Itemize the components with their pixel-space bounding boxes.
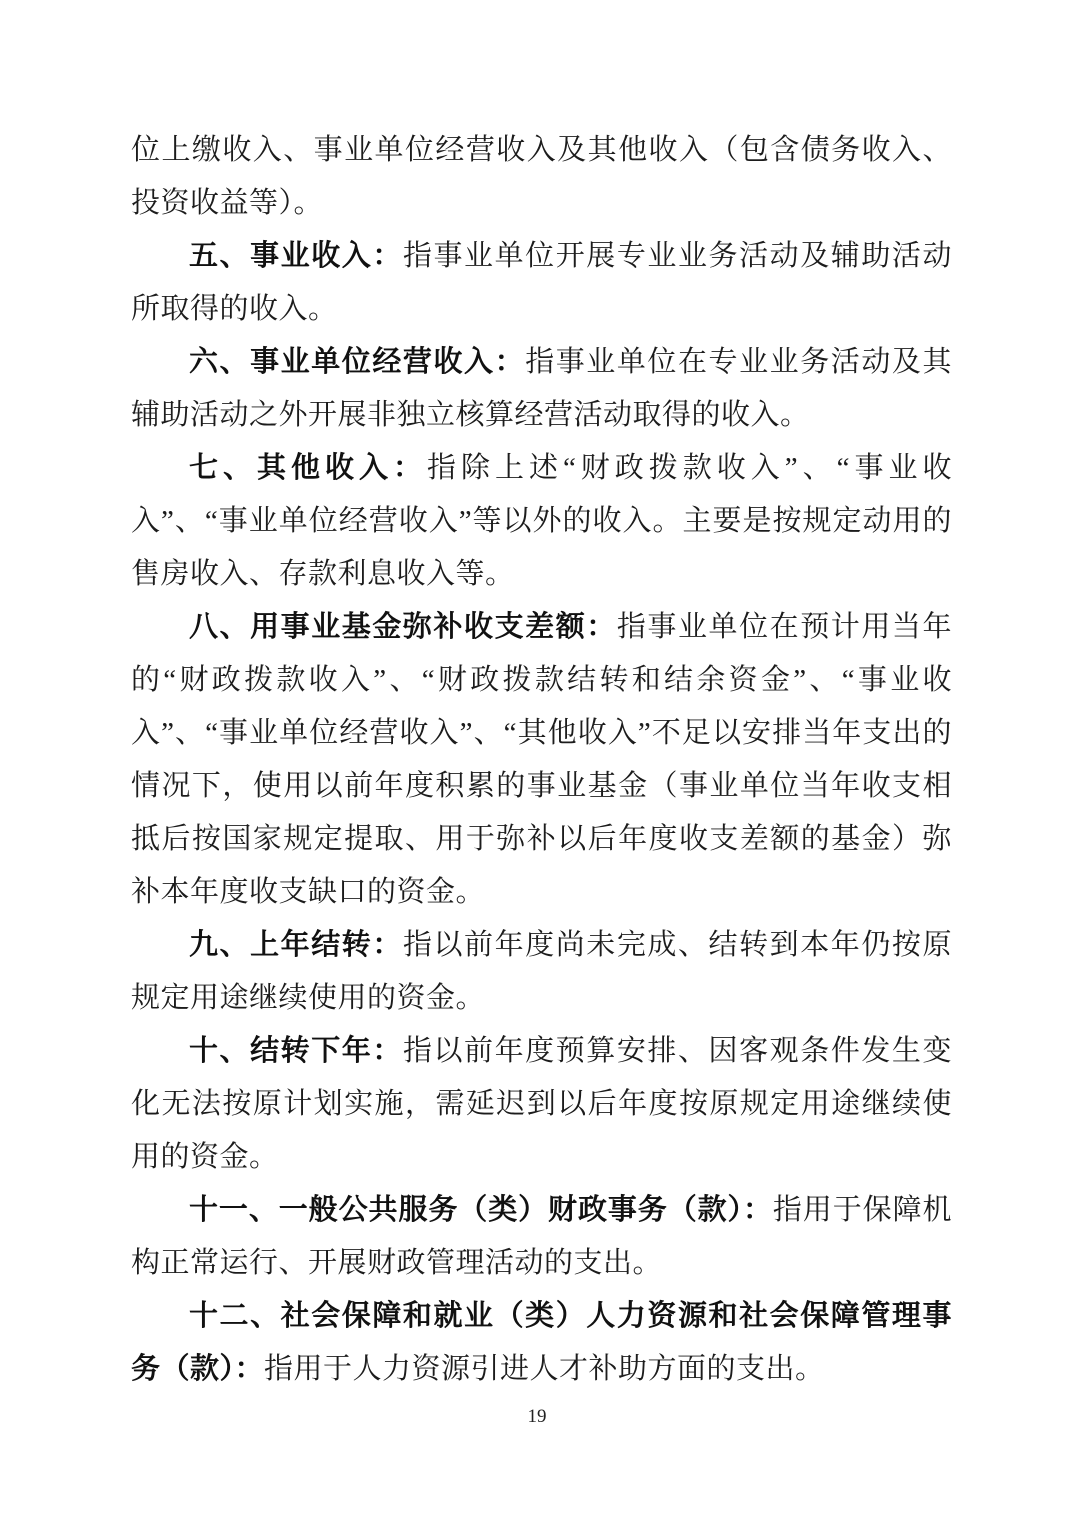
paragraph — [131, 230, 952, 336]
paragraph-text: 指用于保障机构正常运行、开展财政管理活动的支出。 — [131, 1194, 952, 1279]
paragraph-lead: 六、事业单位经营收入： — [189, 346, 526, 378]
paragraph-lead: 五、事业收入： — [189, 240, 403, 272]
paragraph — [131, 601, 952, 919]
document-body — [131, 124, 952, 1396]
paragraph-lead: 八、用事业基金弥补收支差额： — [189, 611, 617, 643]
page-number: 19 — [527, 1406, 547, 1427]
paragraph — [131, 124, 952, 230]
paragraph-lead: 七、其他收入： — [189, 452, 427, 484]
paragraph-text: 指用于人力资源引进人才补助方面的支出。 — [264, 1353, 825, 1385]
paragraph — [131, 1184, 952, 1290]
paragraph-text: 指以前年度尚未完成、结转到本年仍按原规定用途继续使用的资金。 — [131, 929, 952, 1014]
paragraph — [131, 442, 952, 601]
paragraph-lead: 九、上年结转： — [189, 929, 403, 961]
paragraph-text: 位上缴收入、事业单位经营收入及其他收入（包含债务收入、投资收益等）。 — [131, 134, 952, 219]
paragraph-text: 指事业单位在预计用当年的“财政拨款收入”、“财政拨款结转和结余资金”、“事业收入”、“事业单位经营收入”、“其他收入”不足以安排当年支出的情况下，使用以前年度积累的事业基金（事业单位当年收支相抵后按国家规定提取、用于弥补以后年度收支差额的基金）弥补本年度收支缺口的资金。 — [131, 611, 952, 908]
paragraph-text: 指事业单位在专业业务活动及其辅助活动之外开展非独立核算经营活动取得的收入。 — [131, 346, 952, 431]
paragraph — [131, 336, 952, 442]
paragraph-lead: 十、结转下年： — [189, 1035, 403, 1067]
paragraph — [131, 1025, 952, 1184]
paragraph-lead: 十二、社会保障和就业（类）人力资源和社会保障管理事务（款）： — [131, 1300, 952, 1385]
paragraph — [131, 919, 952, 1025]
page-footer — [0, 1406, 1074, 1428]
paragraph-text: 指事业单位开展专业业务活动及辅助活动所取得的收入。 — [131, 240, 952, 325]
paragraph-text: 指以前年度预算安排、因客观条件发生变化无法按原计划实施，需延迟到以后年度按原规定用途继续使用的资金。 — [131, 1035, 952, 1173]
paragraph-lead: 十一、一般公共服务（类）财政事务（款）： — [189, 1194, 773, 1226]
paragraph — [131, 1290, 952, 1396]
paragraph-text: 指除上述“财政拨款收入”、“事业收入”、“事业单位经营收入”等以外的收入。主要是按规定动用的售房收入、存款利息收入等。 — [131, 452, 952, 590]
